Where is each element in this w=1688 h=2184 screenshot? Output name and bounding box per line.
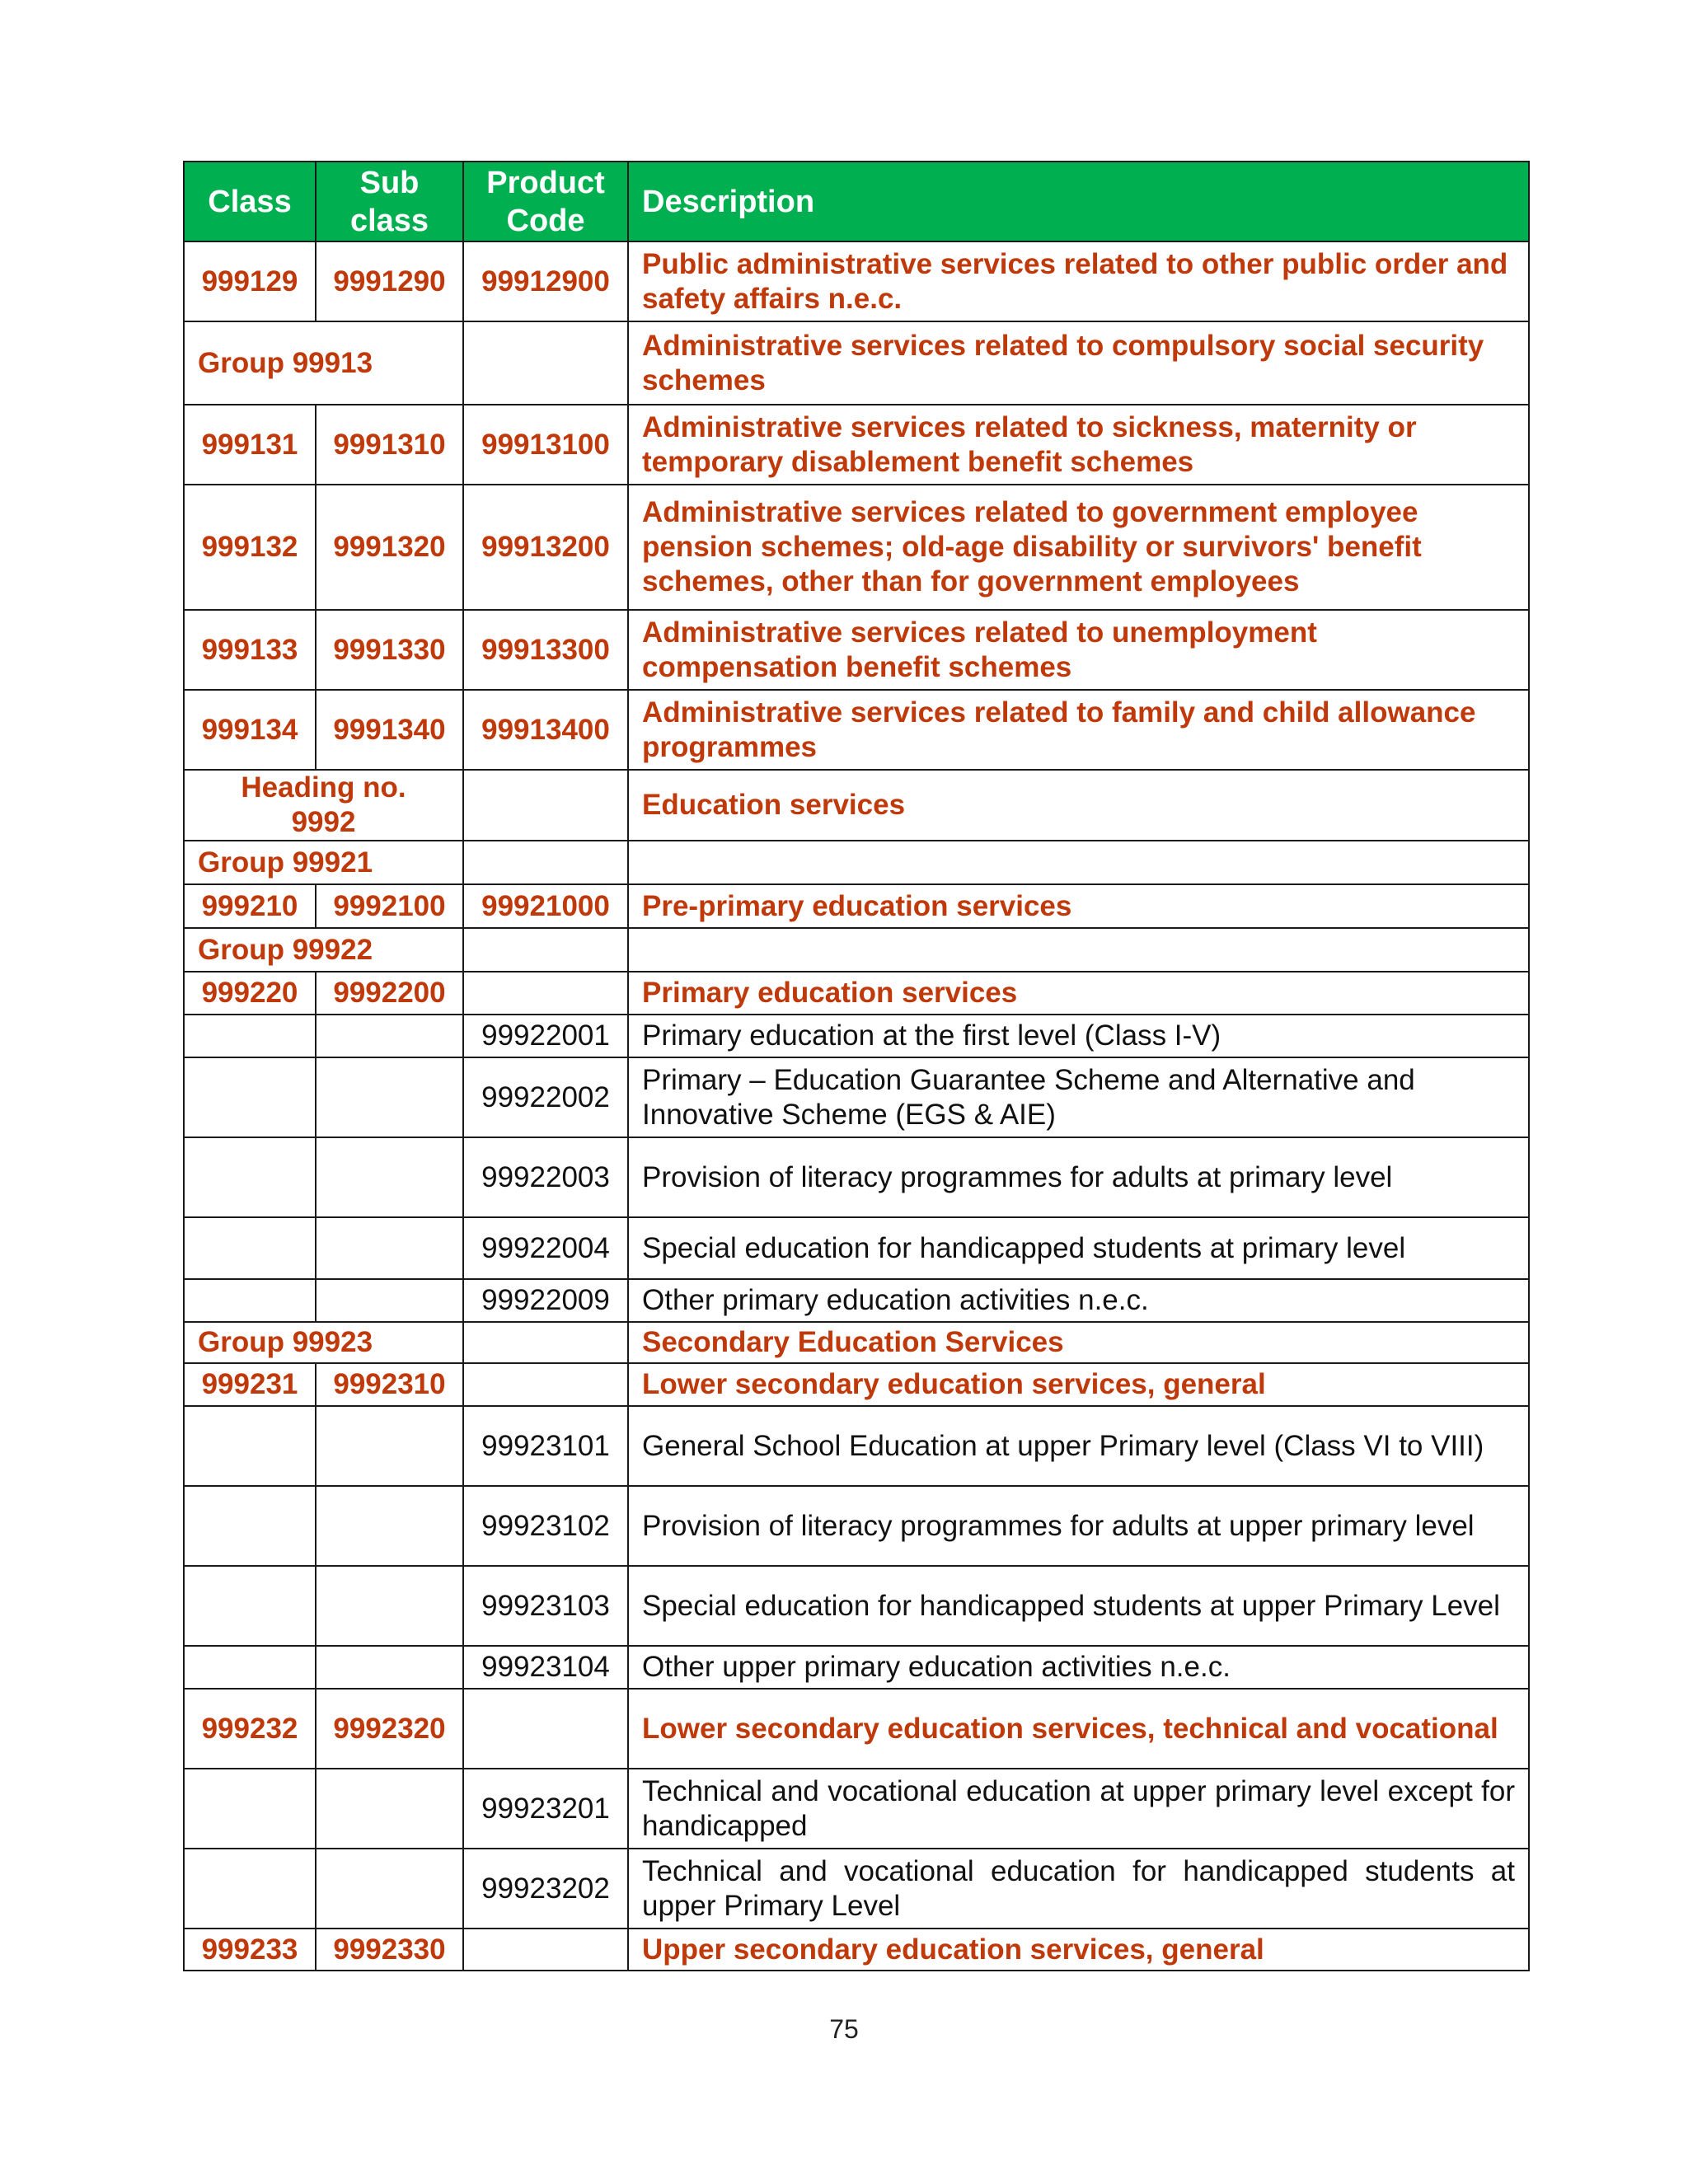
class-cell [184, 1849, 316, 1929]
description-cell [628, 928, 1529, 972]
product-code-cell: 99923202 [463, 1849, 628, 1929]
class-cell [184, 1406, 316, 1486]
group-row [184, 1322, 1529, 1363]
class-cell [184, 1769, 316, 1849]
table-row [184, 1406, 1529, 1486]
description-cell: Technical and vocational education for handicapped students at upper Primary Level [628, 1849, 1529, 1929]
description-cell: Lower secondary education services, technical and vocational [628, 1689, 1529, 1769]
description-cell: Pre-primary education services [628, 884, 1529, 928]
product-code-cell: 99923201 [463, 1769, 628, 1849]
class-cell [184, 1015, 316, 1057]
product-code-cell: 99913200 [463, 485, 628, 610]
description-cell: Administrative services related to sickness, maternity or temporary disablement benefit schemes [628, 405, 1529, 485]
description-cell: Lower secondary education services, general [628, 1363, 1529, 1406]
subclass-cell: 9991340 [316, 690, 463, 770]
subclass-cell: 9991290 [316, 241, 463, 321]
product-code-cell [463, 1322, 628, 1363]
description-cell: Primary education at the first level (Class I-V) [628, 1015, 1529, 1057]
description-cell: Other primary education activities n.e.c. [628, 1279, 1529, 1322]
description-cell: Provision of literacy programmes for adults at upper primary level [628, 1486, 1529, 1566]
table-row [184, 485, 1529, 610]
table-row [184, 1217, 1529, 1279]
class-cell [184, 1217, 316, 1279]
table-row [184, 1486, 1529, 1566]
group-cell: Group 99922 [184, 928, 463, 972]
product-code-cell: 99913300 [463, 610, 628, 690]
product-code-cell [463, 1689, 628, 1769]
table-row [184, 610, 1529, 690]
product-code-cell [463, 928, 628, 972]
class-cell [184, 1566, 316, 1646]
group-row [184, 928, 1529, 972]
table-row [184, 1137, 1529, 1217]
header-subclass: Sub class [316, 162, 463, 241]
subclass-cell: 9991310 [316, 405, 463, 485]
header-class: Class [184, 162, 316, 241]
product-code-cell [463, 321, 628, 405]
product-code-cell: 99922003 [463, 1137, 628, 1217]
subclass-cell: 9992200 [316, 972, 463, 1015]
header-product-code: Product Code [463, 162, 628, 241]
description-cell: Primary education services [628, 972, 1529, 1015]
product-code-cell: 99922009 [463, 1279, 628, 1322]
table-row [184, 972, 1529, 1015]
heading-row [184, 770, 1529, 841]
class-cell [184, 1137, 316, 1217]
subclass-cell [316, 1486, 463, 1566]
table-row [184, 884, 1529, 928]
subclass-cell: 9991320 [316, 485, 463, 610]
subclass-cell [316, 1279, 463, 1322]
class-cell: 999233 [184, 1929, 316, 1971]
product-code-cell: 99912900 [463, 241, 628, 321]
description-cell: Administrative services related to compulsory social security schemes [628, 321, 1529, 405]
table-row [184, 405, 1529, 485]
class-cell: 999131 [184, 405, 316, 485]
product-code-cell: 99923104 [463, 1646, 628, 1689]
class-cell: 999220 [184, 972, 316, 1015]
class-cell [184, 1486, 316, 1566]
product-code-cell: 99913400 [463, 690, 628, 770]
product-code-cell: 99922001 [463, 1015, 628, 1057]
description-cell: Special education for handicapped students at upper Primary Level [628, 1566, 1529, 1646]
page-number: 75 [829, 2014, 859, 2044]
product-code-cell [463, 972, 628, 1015]
table-row [184, 1689, 1529, 1769]
class-cell [184, 1646, 316, 1689]
table-row [184, 1929, 1529, 1971]
subclass-cell: 9992320 [316, 1689, 463, 1769]
product-code-cell [463, 1363, 628, 1406]
description-cell: Special education for handicapped students at primary level [628, 1217, 1529, 1279]
description-cell: Provision of literacy programmes for adults at primary level [628, 1137, 1529, 1217]
product-code-cell: 99921000 [463, 884, 628, 928]
description-cell: Primary – Education Guarantee Scheme and Alternative and Innovative Scheme (EGS & AIE) [628, 1057, 1529, 1137]
product-code-cell: 99923102 [463, 1486, 628, 1566]
description-cell: Technical and vocational education at upper primary level except for handicapped [628, 1769, 1529, 1849]
class-cell: 999129 [184, 241, 316, 321]
description-cell [628, 841, 1529, 884]
group-cell: Group 99913 [184, 321, 463, 405]
subclass-cell [316, 1849, 463, 1929]
subclass-cell: 9991330 [316, 610, 463, 690]
table-header-row [184, 162, 1529, 241]
class-cell: 999132 [184, 485, 316, 610]
description-cell: Secondary Education Services [628, 1322, 1529, 1363]
product-code-cell: 99923103 [463, 1566, 628, 1646]
description-cell: Other upper primary education activities n.e.c. [628, 1646, 1529, 1689]
product-code-cell [463, 841, 628, 884]
header-description: Description [628, 162, 1529, 241]
subclass-cell: 9992330 [316, 1929, 463, 1971]
class-cell [184, 1057, 316, 1137]
table-row [184, 1279, 1529, 1322]
table-row [184, 690, 1529, 770]
subclass-cell: 9992100 [316, 884, 463, 928]
product-code-table [183, 161, 1530, 1971]
product-code-cell: 99922002 [463, 1057, 628, 1137]
table-row [184, 1015, 1529, 1057]
table-row [184, 1566, 1529, 1646]
class-cell [184, 1279, 316, 1322]
subclass-cell [316, 1406, 463, 1486]
heading-cell: Heading no. 9992 [184, 770, 463, 841]
description-cell: Education services [628, 770, 1529, 841]
subclass-cell [316, 1646, 463, 1689]
table-row [184, 1769, 1529, 1849]
description-cell: Administrative services related to government employee pension schemes; old-age disability or survivors' benefit schemes, other than for government employees [628, 485, 1529, 610]
class-cell: 999210 [184, 884, 316, 928]
group-row [184, 321, 1529, 405]
product-code-cell: 99922004 [463, 1217, 628, 1279]
class-cell: 999133 [184, 610, 316, 690]
group-cell: Group 99921 [184, 841, 463, 884]
description-cell: Administrative services related to unemployment compensation benefit schemes [628, 610, 1529, 690]
description-cell: Public administrative services related to other public order and safety affairs n.e.c. [628, 241, 1529, 321]
subclass-cell [316, 1217, 463, 1279]
group-cell: Group 99923 [184, 1322, 463, 1363]
product-code-cell [463, 770, 628, 841]
description-cell: General School Education at upper Primary level (Class VI to VIII) [628, 1406, 1529, 1486]
subclass-cell [316, 1015, 463, 1057]
subclass-cell: 9992310 [316, 1363, 463, 1406]
group-row [184, 841, 1529, 884]
description-cell: Upper secondary education services, general [628, 1929, 1529, 1971]
table-row [184, 1363, 1529, 1406]
class-cell: 999134 [184, 690, 316, 770]
subclass-cell [316, 1769, 463, 1849]
subclass-cell [316, 1566, 463, 1646]
class-cell: 999231 [184, 1363, 316, 1406]
product-code-cell [463, 1929, 628, 1971]
subclass-cell [316, 1057, 463, 1137]
class-cell: 999232 [184, 1689, 316, 1769]
product-code-cell: 99913100 [463, 405, 628, 485]
table-row [184, 241, 1529, 321]
product-code-cell: 99923101 [463, 1406, 628, 1486]
subclass-cell [316, 1137, 463, 1217]
table-row [184, 1849, 1529, 1929]
table-row [184, 1646, 1529, 1689]
table-row [184, 1057, 1529, 1137]
description-cell: Administrative services related to family and child allowance programmes [628, 690, 1529, 770]
